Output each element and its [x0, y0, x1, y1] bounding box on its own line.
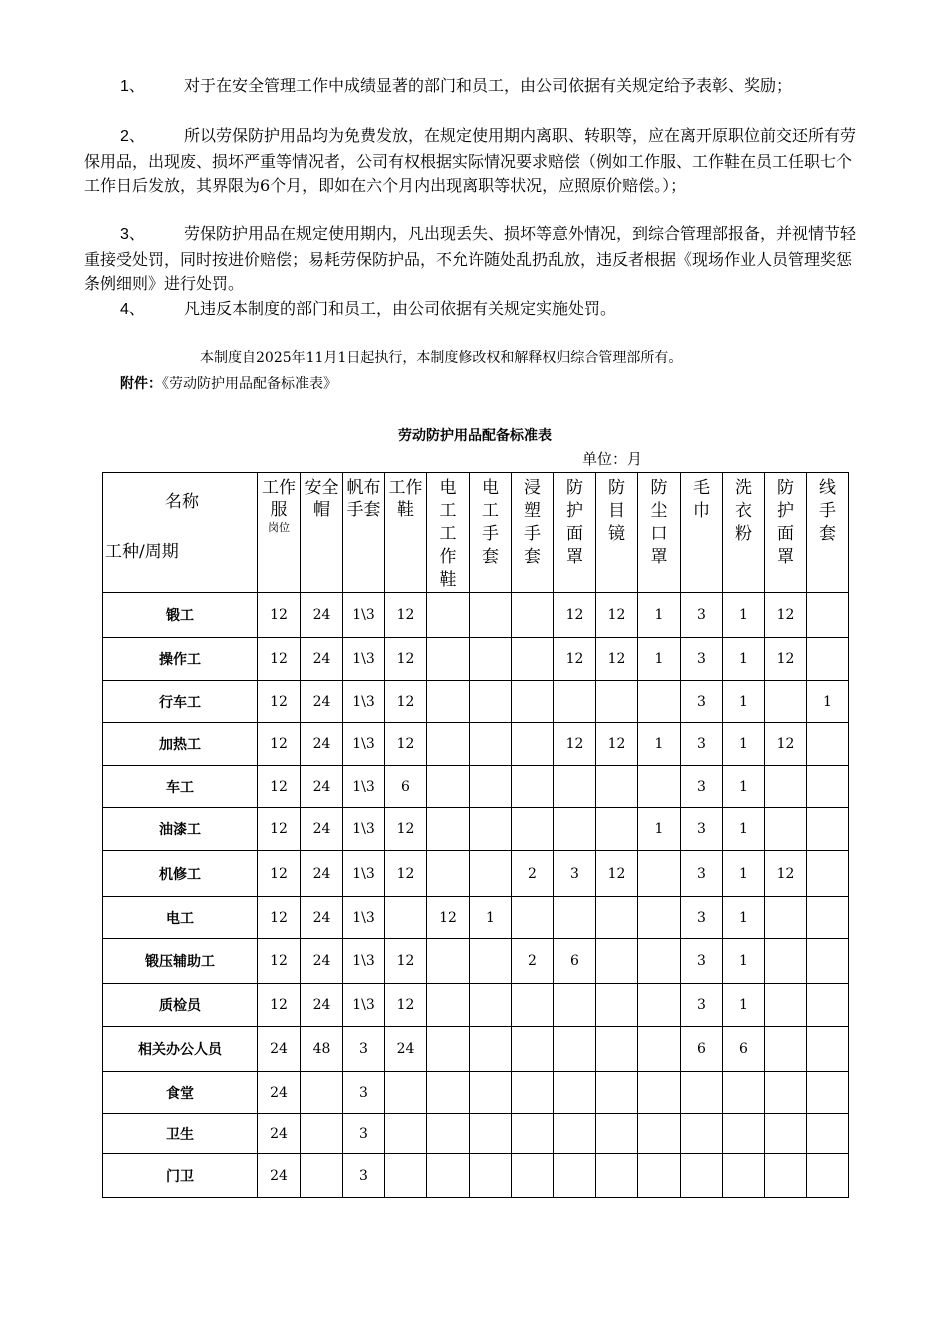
period-cell — [554, 1027, 596, 1072]
period-cell — [638, 984, 681, 1027]
period-cell: 12 — [258, 723, 301, 766]
period-cell: 3 — [681, 638, 723, 681]
table-row — [103, 851, 849, 897]
period-cell — [470, 1072, 512, 1114]
job-type-cell: 卫生 — [103, 1114, 258, 1154]
column-header — [258, 473, 301, 593]
period-cell: 1 — [638, 723, 681, 766]
period-cell: 12 — [385, 851, 427, 897]
period-cell — [807, 1072, 849, 1114]
period-cell — [765, 939, 807, 984]
period-cell — [512, 723, 554, 766]
period-cell — [301, 1072, 343, 1114]
column-header-label: 安全帽 — [304, 478, 339, 520]
period-cell: 24 — [301, 723, 343, 766]
column-header — [723, 473, 765, 593]
period-cell — [512, 1027, 554, 1072]
column-header-label: 防护面罩 — [777, 478, 794, 567]
period-cell — [301, 1154, 343, 1198]
period-cell — [723, 1154, 765, 1198]
period-cell — [807, 1154, 849, 1198]
period-cell: 12 — [258, 851, 301, 897]
period-cell — [470, 851, 512, 897]
period-cell — [807, 984, 849, 1027]
column-header-label: 帆布手套 — [346, 478, 381, 520]
period-cell: 1 — [723, 808, 765, 851]
period-cell: 1 — [723, 723, 765, 766]
period-cell: 48 — [301, 1027, 343, 1072]
corner-name-label: 名称 — [165, 492, 199, 512]
period-cell: 12 — [385, 808, 427, 851]
column-header-label: 线手套 — [819, 478, 836, 544]
period-cell: 12 — [765, 638, 807, 681]
period-cell — [512, 1154, 554, 1198]
column-header-label: 电工工作鞋 — [439, 478, 457, 590]
period-cell — [385, 1154, 427, 1198]
period-cell — [512, 897, 554, 939]
period-cell: 12 — [596, 851, 638, 897]
period-cell: 12 — [385, 939, 427, 984]
job-type-cell: 行车工 — [103, 681, 258, 723]
period-cell — [765, 897, 807, 939]
table-row — [103, 939, 849, 984]
period-cell: 24 — [258, 1154, 301, 1198]
period-cell: 12 — [258, 638, 301, 681]
period-cell: 12 — [765, 723, 807, 766]
period-cell: 3 — [681, 984, 723, 1027]
period-cell — [807, 851, 849, 897]
period-cell — [807, 766, 849, 808]
table-row — [103, 984, 849, 1027]
period-cell — [427, 593, 470, 638]
period-cell — [470, 1114, 512, 1154]
attachment-label: 附件： — [120, 376, 162, 392]
period-cell — [470, 723, 512, 766]
job-type-cell: 食堂 — [103, 1072, 258, 1114]
column-header — [681, 473, 723, 593]
column-header-label: 工作鞋 — [388, 478, 423, 520]
period-cell — [301, 1114, 343, 1154]
column-header — [596, 473, 638, 593]
column-header — [512, 473, 554, 593]
period-cell — [807, 1027, 849, 1072]
period-cell: 12 — [554, 593, 596, 638]
period-cell: 24 — [301, 593, 343, 638]
period-cell — [638, 766, 681, 808]
period-cell: 12 — [258, 681, 301, 723]
period-cell — [596, 681, 638, 723]
period-cell — [512, 1114, 554, 1154]
period-cell — [470, 638, 512, 681]
period-cell — [512, 808, 554, 851]
period-cell — [638, 1114, 681, 1154]
column-header — [343, 473, 385, 593]
period-cell — [427, 1154, 470, 1198]
period-cell — [765, 766, 807, 808]
period-cell — [512, 593, 554, 638]
period-cell: 12 — [427, 897, 470, 939]
table-row — [103, 897, 849, 939]
period-cell: 12 — [596, 593, 638, 638]
column-header-label: 毛巾 — [693, 478, 710, 521]
period-cell: 24 — [301, 939, 343, 984]
header-row — [103, 473, 849, 593]
table-title: 劳动防护用品配备标准表 — [398, 428, 552, 444]
period-cell — [765, 1114, 807, 1154]
clause-text: 所以劳保防护用品均为免费发放，在规定使用期内离职、转职等，应在离开原职位前交还所有劳保用品，出现废、损坏严重等情况者，公司有权根据实际情况要求赔偿（例如工作服、工作鞋在员工任职七个工作日后发放，其界限为6个月，即如在六个月内出现离职等状况，应照原价赔偿。）； — [84, 126, 857, 195]
period-cell — [470, 984, 512, 1027]
period-cell: 24 — [258, 1114, 301, 1154]
period-cell: 3 — [343, 1154, 385, 1198]
column-header-label: 电工手套 — [482, 478, 499, 567]
period-cell — [554, 1114, 596, 1154]
attachment-title: 《劳动防护用品配备标准表》 — [162, 376, 337, 392]
period-cell: 1 — [723, 939, 765, 984]
period-cell: 12 — [385, 723, 427, 766]
period-cell: 12 — [596, 723, 638, 766]
period-cell — [723, 1114, 765, 1154]
period-cell — [807, 593, 849, 638]
period-cell: 1 — [723, 897, 765, 939]
table-row — [103, 1072, 849, 1114]
clause-text: 对于在安全管理工作中成绩显著的部门和员工，由公司依据有关规定给予表彰、奖励； — [184, 76, 793, 95]
column-header-label: 工作服 — [262, 478, 296, 520]
period-cell — [596, 939, 638, 984]
period-cell: 1 — [723, 766, 765, 808]
period-cell: 12 — [385, 593, 427, 638]
period-cell — [512, 681, 554, 723]
period-cell: 12 — [258, 593, 301, 638]
job-type-cell: 锻压辅助工 — [103, 939, 258, 984]
period-cell: 6 — [681, 1027, 723, 1072]
period-cell — [512, 766, 554, 808]
period-cell: 12 — [385, 638, 427, 681]
period-cell: 1 — [723, 593, 765, 638]
period-cell: 3 — [681, 897, 723, 939]
column-header — [638, 473, 681, 593]
period-cell: 1 — [638, 808, 681, 851]
clause-3 — [84, 222, 860, 297]
period-cell: 12 — [765, 851, 807, 897]
period-cell: 1 — [723, 851, 765, 897]
period-cell — [765, 984, 807, 1027]
job-type-cell: 油漆工 — [103, 808, 258, 851]
period-cell — [427, 851, 470, 897]
period-cell — [427, 1114, 470, 1154]
period-cell: 24 — [301, 851, 343, 897]
period-cell: 1 — [723, 681, 765, 723]
period-cell — [470, 766, 512, 808]
period-cell: 12 — [258, 984, 301, 1027]
column-header — [470, 473, 512, 593]
period-cell: 12 — [385, 681, 427, 723]
period-cell: 24 — [258, 1027, 301, 1072]
period-cell: 3 — [681, 766, 723, 808]
period-cell — [681, 1154, 723, 1198]
period-cell — [807, 897, 849, 939]
period-cell — [807, 638, 849, 681]
column-header-label: 防目镜 — [608, 478, 625, 544]
period-cell: 12 — [765, 593, 807, 638]
period-cell: 24 — [258, 1072, 301, 1114]
period-cell — [596, 1154, 638, 1198]
job-type-cell: 加热工 — [103, 723, 258, 766]
period-cell — [807, 723, 849, 766]
job-type-cell: 操作工 — [103, 638, 258, 681]
period-cell — [554, 681, 596, 723]
period-cell: 12 — [258, 766, 301, 808]
ppe-standard-table — [102, 472, 849, 1198]
period-cell — [554, 766, 596, 808]
clause-number: 2、 — [120, 128, 145, 145]
period-cell: 3 — [681, 593, 723, 638]
job-type-cell: 相关办公人员 — [103, 1027, 258, 1072]
table-row — [103, 766, 849, 808]
period-cell — [596, 1027, 638, 1072]
period-cell — [638, 1072, 681, 1114]
period-cell: 3 — [681, 681, 723, 723]
period-cell — [807, 939, 849, 984]
period-cell: 24 — [301, 681, 343, 723]
period-cell: 12 — [258, 808, 301, 851]
column-header-label: 防尘口罩 — [650, 478, 668, 567]
period-cell — [723, 1072, 765, 1114]
period-cell: 6 — [385, 766, 427, 808]
period-cell: 1\3 — [343, 984, 385, 1027]
period-cell: 1\3 — [343, 593, 385, 638]
period-cell — [765, 808, 807, 851]
period-cell — [554, 1072, 596, 1114]
period-cell: 24 — [301, 984, 343, 1027]
period-cell — [807, 808, 849, 851]
period-cell — [427, 766, 470, 808]
period-cell — [385, 897, 427, 939]
period-cell — [638, 1154, 681, 1198]
period-cell: 1 — [807, 681, 849, 723]
period-cell — [638, 851, 681, 897]
period-cell — [385, 1114, 427, 1154]
table-row — [103, 593, 849, 638]
column-header — [385, 473, 427, 593]
job-type-cell: 机修工 — [103, 851, 258, 897]
period-cell: 1\3 — [343, 723, 385, 766]
period-cell: 1\3 — [343, 897, 385, 939]
period-cell: 24 — [301, 808, 343, 851]
period-cell — [470, 939, 512, 984]
period-cell: 3 — [343, 1072, 385, 1114]
period-cell — [638, 1027, 681, 1072]
corner-type-label: 工种/周期 — [105, 542, 179, 562]
period-cell: 24 — [385, 1027, 427, 1072]
period-cell: 12 — [554, 723, 596, 766]
period-cell — [554, 897, 596, 939]
period-cell — [470, 593, 512, 638]
period-cell — [596, 897, 638, 939]
column-header-label: 浸塑手套 — [524, 478, 541, 567]
period-cell: 3 — [681, 808, 723, 851]
period-cell — [427, 808, 470, 851]
period-cell — [596, 1072, 638, 1114]
table-row — [103, 1154, 849, 1198]
table-row — [103, 638, 849, 681]
table-row — [103, 1027, 849, 1072]
period-cell: 3 — [681, 851, 723, 897]
period-cell: 1\3 — [343, 851, 385, 897]
period-cell — [638, 897, 681, 939]
period-cell: 12 — [258, 897, 301, 939]
period-cell: 3 — [681, 939, 723, 984]
period-cell — [470, 1027, 512, 1072]
period-cell — [385, 1072, 427, 1114]
clause-text: 劳保防护用品在规定使用期内，凡出现丢失、损坏等意外情况，到综合管理部报备，并视情节轻重接受处罚，同时按进价赔偿；易耗劳保防护品，不允许随处乱扔乱放，违反者根据《现场作业人员管理奖惩条例细则》进行处罚。 — [84, 224, 857, 293]
period-cell: 12 — [258, 939, 301, 984]
period-cell: 1\3 — [343, 808, 385, 851]
corner-header — [103, 473, 258, 593]
column-header-label: 洗衣粉 — [735, 478, 752, 544]
period-cell — [427, 723, 470, 766]
period-cell — [470, 808, 512, 851]
period-cell — [427, 1027, 470, 1072]
column-header-sublabel: 岗位 — [268, 521, 290, 534]
period-cell — [427, 939, 470, 984]
period-cell: 2 — [512, 851, 554, 897]
attachment-line — [120, 374, 720, 394]
job-type-cell: 电工 — [103, 897, 258, 939]
clause-number: 3、 — [120, 226, 145, 243]
period-cell: 6 — [554, 939, 596, 984]
period-cell: 3 — [681, 723, 723, 766]
job-type-cell: 质检员 — [103, 984, 258, 1027]
column-header — [807, 473, 849, 593]
period-cell — [681, 1114, 723, 1154]
period-cell: 1 — [723, 984, 765, 1027]
column-header — [301, 473, 343, 593]
effective-date-note: 本制度自2025年11月1日起执行，本制度修改权和解释权归综合管理部所有。 — [200, 350, 683, 366]
period-cell: 1\3 — [343, 939, 385, 984]
period-cell — [512, 638, 554, 681]
column-header — [554, 473, 596, 593]
period-cell: 1 — [723, 638, 765, 681]
period-cell — [596, 808, 638, 851]
period-cell: 12 — [596, 638, 638, 681]
table-row — [103, 681, 849, 723]
period-cell — [554, 1154, 596, 1198]
period-cell — [470, 1154, 512, 1198]
period-cell — [765, 1154, 807, 1198]
job-type-cell: 车工 — [103, 766, 258, 808]
period-cell — [512, 1072, 554, 1114]
period-cell — [554, 984, 596, 1027]
clause-4 — [84, 297, 860, 323]
period-cell — [765, 1072, 807, 1114]
period-cell: 1 — [638, 638, 681, 681]
period-cell: 1 — [638, 593, 681, 638]
column-header — [427, 473, 470, 593]
period-cell — [427, 681, 470, 723]
clause-number: 1、 — [120, 78, 145, 95]
period-cell: 3 — [343, 1027, 385, 1072]
period-cell: 1\3 — [343, 638, 385, 681]
period-cell: 1\3 — [343, 681, 385, 723]
period-cell — [807, 1114, 849, 1154]
period-cell — [638, 681, 681, 723]
period-cell: 3 — [554, 851, 596, 897]
unit-label: 单位：月 — [582, 450, 643, 468]
column-header — [765, 473, 807, 593]
period-cell — [427, 638, 470, 681]
table-row — [103, 723, 849, 766]
period-cell — [596, 766, 638, 808]
period-cell — [596, 1114, 638, 1154]
period-cell — [765, 1027, 807, 1072]
period-cell: 1\3 — [343, 766, 385, 808]
period-cell — [681, 1072, 723, 1114]
period-cell: 2 — [512, 939, 554, 984]
period-cell: 1 — [470, 897, 512, 939]
clause-number: 4、 — [120, 301, 145, 318]
period-cell — [596, 984, 638, 1027]
period-cell — [512, 984, 554, 1027]
clause-1 — [84, 74, 860, 100]
period-cell: 24 — [301, 897, 343, 939]
period-cell: 3 — [343, 1114, 385, 1154]
period-cell — [427, 984, 470, 1027]
clause-text: 凡违反本制度的部门和员工，由公司依据有关规定实施处罚。 — [184, 299, 617, 318]
period-cell: 24 — [301, 766, 343, 808]
clause-2 — [84, 124, 860, 199]
period-cell — [638, 939, 681, 984]
period-cell: 24 — [301, 638, 343, 681]
period-cell: 6 — [723, 1027, 765, 1072]
job-type-cell: 门卫 — [103, 1154, 258, 1198]
period-cell — [470, 681, 512, 723]
job-type-cell: 锻工 — [103, 593, 258, 638]
column-header-label: 防护面罩 — [566, 478, 583, 567]
period-cell — [554, 808, 596, 851]
period-cell: 12 — [385, 984, 427, 1027]
period-cell: 12 — [554, 638, 596, 681]
table-row — [103, 808, 849, 851]
table-row — [103, 1114, 849, 1154]
period-cell — [765, 681, 807, 723]
period-cell — [427, 1072, 470, 1114]
